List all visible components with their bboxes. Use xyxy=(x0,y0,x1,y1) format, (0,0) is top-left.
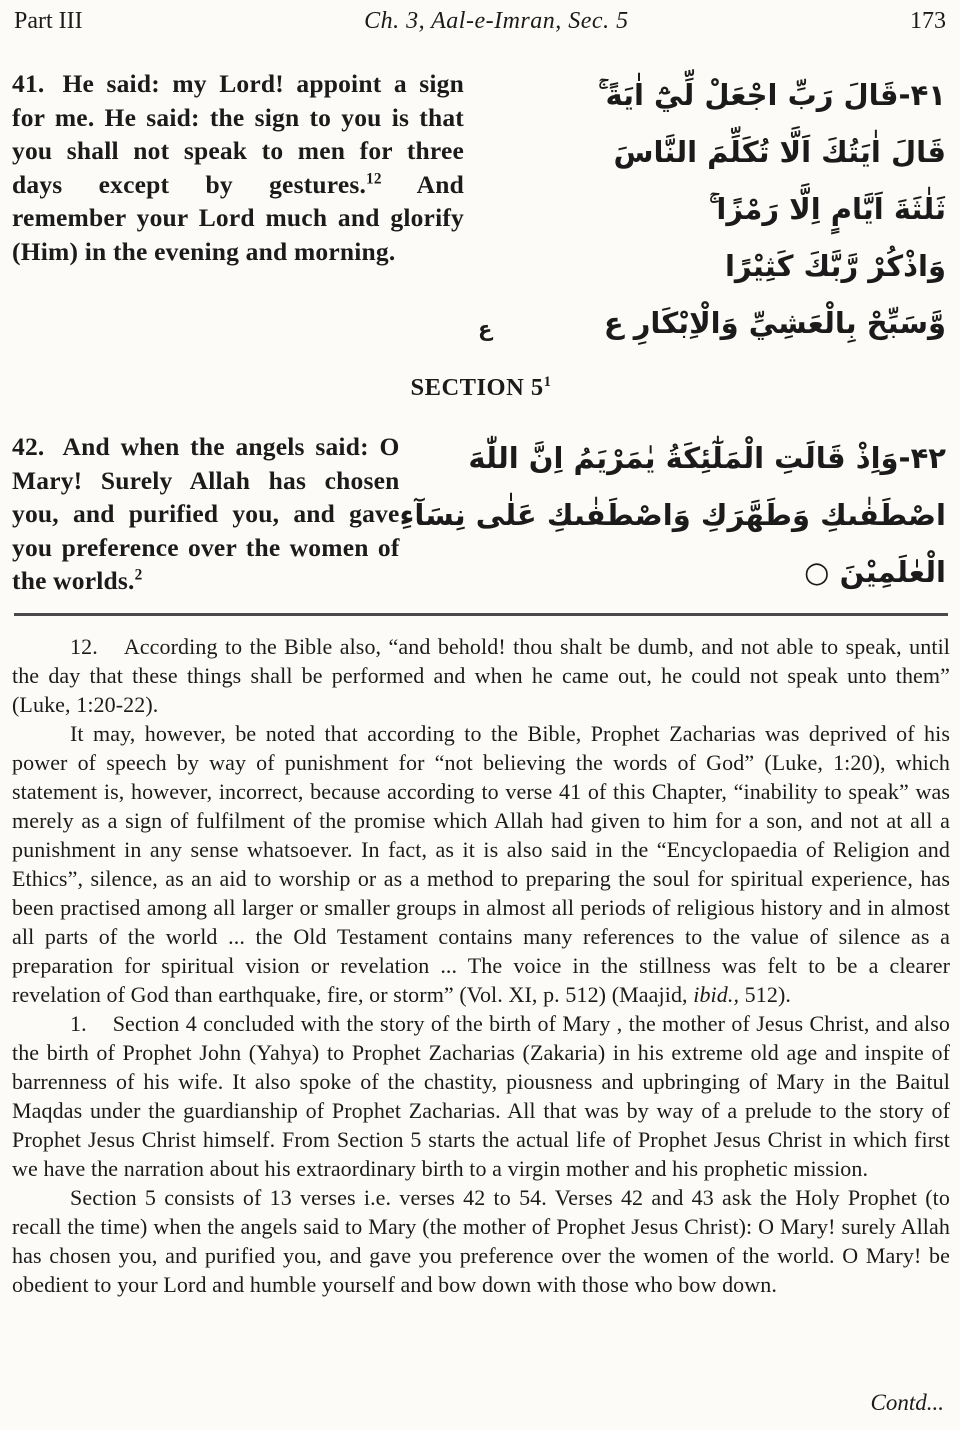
section-heading-label: SECTION 5 xyxy=(410,374,544,401)
section-heading-footnote-ref: 1 xyxy=(543,373,552,390)
text-segment: Section 5 consists of 13 verses i.e. verses 42 to 54. Verses 42 and 43 ask the Holy Prophet (to recall the time) when the angels said to Mary (the mother of Prophet Jesus Christ): O Mary! surely Allah has chosen you, and purified you, and gave you preference over the women of the world. O Mary! be obedient to your Lord and humble yourself and bow down with those who bow down. xyxy=(12,1185,950,1297)
arabic-verse-line xyxy=(464,181,946,238)
arabic-text: ثَلٰثَةَ اَيَّامٍ اِلَّا رَمْزًا ۚ xyxy=(709,192,946,226)
ruku-margin-mark: ع xyxy=(478,317,493,341)
arabic-text: وَاذْكُرْ رَّبَّكَ كَثِيْرًا xyxy=(724,249,946,283)
arabic-text: وَّسَبِّحْ بِالْعَشِيِّ وَالْاِبْكَارِ ع xyxy=(603,306,946,340)
verse-42-row xyxy=(12,430,950,601)
arabic-text: قَالَ اٰيَتُكَ اَلَّا تُكَلِّمَ النَّاسَ xyxy=(613,135,946,169)
arabic-verse-line xyxy=(400,430,946,487)
arabic-verse-line xyxy=(400,487,946,544)
page-header xyxy=(12,8,950,35)
text-segment: And when the angels said: O Mary! Surely Allah has chosen you, and purified you, and gave you preference over the women of the worlds. xyxy=(12,432,400,595)
text-segment: He said: my Lord! appoint a sign for me. He said: the sign to you is that you shall not speak to men for three days except by gestures. xyxy=(12,69,464,199)
verse-number: 41. xyxy=(12,69,45,98)
arabic-verse-line xyxy=(464,124,946,181)
text-segment: ibid., xyxy=(693,982,740,1007)
header-page-number: 173 xyxy=(910,8,946,34)
text-segment: 512). xyxy=(739,982,792,1007)
continued-marker: Contd... xyxy=(870,1390,944,1415)
verse-number: 42. xyxy=(12,432,45,461)
arabic-verse-line xyxy=(400,544,946,601)
footnote-12 xyxy=(12,632,950,719)
arabic-verse-line xyxy=(464,295,946,352)
verse-41-english xyxy=(12,67,464,352)
arabic-text: الْعٰلَمِيْنَ ○ xyxy=(804,555,946,589)
verse-number: 12. xyxy=(70,634,98,659)
verse-42-english xyxy=(12,430,400,601)
verse-number: 1. xyxy=(70,1011,87,1036)
footnote-1-continued xyxy=(12,1183,950,1299)
arabic-text: ۴۱-قَالَ رَبِّ اجْعَلْ لِّيْٓ اٰيَةً ۚ xyxy=(598,78,946,112)
footnote-ref: 12 xyxy=(366,170,382,187)
header-chapter-title: Ch. 3, Aal-e-Imran, Sec. 5 xyxy=(364,8,629,34)
text-segment: And remember your Lord much and glorify (Him) in the evening and morning. xyxy=(12,169,464,266)
header-part-label: Part III xyxy=(14,8,83,34)
footnote-1 xyxy=(12,1009,950,1183)
arabic-verse-line xyxy=(464,67,946,124)
footnotes-section xyxy=(12,632,950,1299)
arabic-verse-line xyxy=(464,238,946,295)
section-heading xyxy=(12,374,950,402)
text-segment: According to the Bible also, “and behold! thou shalt be dumb, and not able to speak, until the day that these things shall be performed and when he came out, he could not speak unto them” (Luke, 1:20-22). xyxy=(12,634,950,717)
arabic-text: اصْطَفٰىكِ وَطَهَّرَكِ وَاصْطَفٰىكِ عَلٰى نِسَآءِ xyxy=(399,498,946,532)
text-segment: Section 4 concluded with the story of the birth of Mary , the mother of Jesus Christ, and also the birth of Prophet John (Yahya) to Prophet Zacharias (Zakaria) in his extreme old age and inspite of barrenness of his wife. It also spoke of the chastity, piousness and upbringing of Mary in the Baitul Maqdas under the guardianship of Prophet Zacharias. All that was by way of a prelude to the story of Prophet Jesus Christ himself. From Section 5 starts the actual life of Prophet Jesus Christ in which first we have the narration about his extraordinary birth to a virgin mother and his prophetic mission. xyxy=(12,1011,950,1181)
arabic-text: ۴۲-وَاِذْ قَالَتِ الْمَلٰٓئِكَةُ يٰمَرْيَمُ اِنَّ اللّٰهَ xyxy=(468,441,946,475)
footnote-ref: 2 xyxy=(134,566,143,584)
verse-42-arabic xyxy=(400,430,950,601)
verse-41-row xyxy=(12,67,950,352)
verse-41-arabic xyxy=(464,67,950,352)
footnote-12-continued xyxy=(12,719,950,1009)
footnote-separator-rule xyxy=(14,613,948,616)
text-segment: It may, however, be noted that according to the Bible, Prophet Zacharias was deprived of his power of speech by way of punishment for “not believing the words of God” (Luke, 1:20), which statement is, however, incorrect, because according to verse 41 of this Chapter, “inability to speak” was merely as a sign of fulfilment of the promise which Allah had given to him for a son, and not at all a punishment in any sense whatsoever. In fact, as it is also said in the “Encyclopaedia of Religion and Ethics”, silence, as an aid to worship or as a method to preparing the soul for spiritual experience, has been practised among all larger or smaller groups in almost all periods of religious history and in almost all parts of the world ... the Old Testament contains many references to the value of silence as a preparation for spiritual vision or revelation ... The voice in the stillness was felt to be a clearer revelation of God than earthquake, fire, or storm” (Vol. XI, p. 512) (Maajid, xyxy=(12,721,950,1007)
